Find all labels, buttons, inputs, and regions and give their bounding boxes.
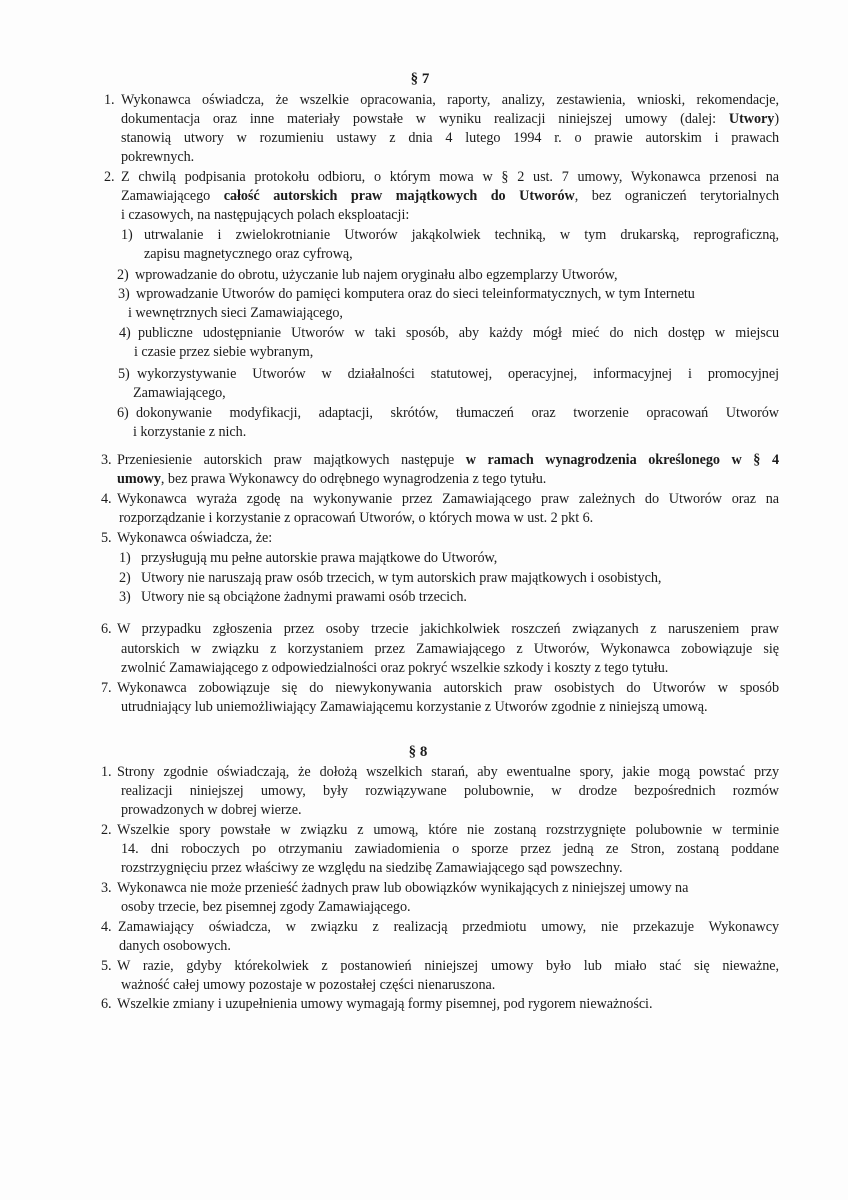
paragraph-number: 6. — [101, 621, 112, 637]
paragraph-text: osoby trzecie, bez pisemnej zgody Zamawiającego. — [121, 899, 411, 915]
paragraph-text: Wykonawca oświadcza, że: — [117, 530, 273, 546]
paragraph-text: stanowią utwory w rozumieniu ustawy z dnia 4 lutego 1994 r. o prawie autorskim i prawach — [121, 130, 779, 146]
section-7-heading: § 7 — [410, 71, 430, 87]
paragraph-number: 3. — [101, 880, 112, 896]
item-text: Utwory nie naruszają praw osób trzecich, w tym autorskich praw majątkowych i osobistych, — [141, 570, 662, 586]
item-number: 2) — [119, 570, 131, 586]
paragraph-text: autorskich w związku z korzystaniem przez Zamawiającego z Utworów, Wykonawca zobowiązuje się — [121, 641, 779, 657]
item-text: utrwalanie i zwielokrotnianie Utworów jakąkolwiek techniką, w tym drukarską, reprograficzną, — [144, 227, 779, 243]
paragraph-text: W przypadku zgłoszenia przez osoby trzecie jakichkolwiek roszczeń związanych z naruszeniem praw — [117, 621, 779, 637]
paragraph-text: Strony zgodnie oświadczają, że dołożą wszelkich starań, aby ewentualne spory, jakie mogą powstać przy — [117, 764, 779, 780]
item-number: 5) — [118, 366, 130, 382]
paragraph-text: Zamawiający oświadcza, w związku z realizacją przedmiotu umowy, nie przekazuje Wykonawcy — [118, 919, 779, 935]
item-text: wprowadzanie do obrotu, użyczanie lub najem oryginału albo egzemplarzy Utworów, — [135, 267, 618, 283]
paragraph-number: 5. — [101, 530, 112, 546]
item-text: wykorzystywanie Utworów w działalności statutowej, operacyjnej, informacyjnej i promocyjnej — [137, 366, 779, 382]
item-text: i wewnętrznych sieci Zamawiającego, — [128, 305, 343, 321]
item-text: i czasie przez siebie wybranym, — [134, 344, 314, 360]
paragraph-number: 1. — [101, 764, 112, 780]
item-number: 3) — [118, 286, 130, 302]
item-number: 1) — [119, 550, 131, 566]
paragraph-text: danych osobowych. — [119, 938, 231, 954]
paragraph-text: pokrewnych. — [121, 149, 195, 165]
item-text: dokonywanie modyfikacji, adaptacji, skrótów, tłumaczeń oraz tworzenie opracowań Utworów — [136, 405, 779, 421]
paragraph-text: i czasowych, na następujących polach eksploatacji: — [121, 207, 410, 223]
paragraph-text: Wszelkie zmiany i uzupełnienia umowy wymagają formy pisemnej, pod rygorem nieważności. — [117, 996, 653, 1012]
defined-term-utwory: Utwory — [728, 111, 775, 127]
paragraph-text: realizacji niniejszej umowy, były rozwiązywane polubownie, w drodze bezpośrednich rozmów — [121, 783, 779, 799]
paragraph-number: 7. — [101, 680, 112, 696]
paragraph-text: Wykonawca wyraża zgodę na wykonywanie przez Zamawiającego praw zależnych do Utworów oraz na — [117, 491, 779, 507]
item-text: wprowadzanie Utworów do pamięci komputera oraz do sieci teleinformatycznych, w tym Internetu — [136, 286, 695, 302]
paragraph-text: prowadzonych w dobrej wierze. — [121, 802, 302, 818]
item-number: 1) — [121, 227, 133, 243]
item-number: 3) — [119, 589, 131, 605]
paragraph-number: 6. — [101, 996, 112, 1012]
item-number: 2) — [117, 267, 129, 283]
paragraph-text: Wykonawca oświadcza, że wszelkie opracowania, raporty, analizy, zestawienia, wnioski, rekomendacje, — [121, 92, 779, 108]
paragraph-number: 4. — [101, 919, 112, 935]
section-8-heading: § 8 — [408, 744, 428, 760]
item-text: i korzystanie z nich. — [133, 424, 247, 440]
paragraph-text: W razie, gdyby którekolwiek z postanowień niniejszej umowy było lub miało stać się nieważne, — [117, 958, 779, 974]
paragraph-number: 3. — [101, 452, 112, 468]
paragraph-number: 4. — [101, 491, 112, 507]
item-number: 6) — [117, 405, 129, 421]
item-text: przysługują mu pełne autorskie prawa majątkowe do Utworów, — [141, 550, 498, 566]
paragraph-text: rozstrzygnięciu przez właściwy ze względu na siedzibę Zamawiającego sąd powszechny. — [121, 860, 623, 876]
paragraph-text: utrudniający lub uniemożliwiający Zamawiającemu korzystanie z Utworów zgodnie z niniejszą umową. — [121, 699, 708, 715]
paragraph-text: Przeniesienie autorskich praw majątkowych następuje w ramach wynagrodzenia określonego w § 4 — [117, 452, 779, 468]
paragraph-number: 1. — [104, 92, 115, 108]
item-text: publiczne udostępnianie Utworów w taki sposób, aby każdy mógł mieć do nich dostęp w miejscu — [138, 325, 779, 341]
paragraph-text: Wykonawca nie może przenieść żadnych praw lub obowiązków wynikających z niniejszej umowy na — [117, 880, 689, 896]
paragraph-number: 5. — [101, 958, 112, 974]
paragraph-number: 2. — [101, 822, 112, 838]
paragraph-text: dokumentacja oraz inne materiały powstałe w wyniku realizacji niniejszej umowy (dalej: Utwory) — [121, 111, 779, 127]
paragraph-text: ważność całej umowy pozostaje w pozostałej części nienaruszona. — [121, 977, 496, 993]
item-text: Zamawiającego, — [133, 385, 226, 401]
paragraph-text: umowy, bez prawa Wykonawcy do odrębnego wynagrodzenia z tego tytułu. — [117, 471, 547, 487]
paragraph-text: Z chwilą podpisania protokołu odbioru, o którym mowa w § 2 ust. 7 umowy, Wykonawca przenosi na — [121, 169, 779, 185]
paragraph-text: Zamawiającego całość autorskich praw majątkowych do Utworów, bez ograniczeń terytorialnych — [121, 188, 780, 204]
bold-phrase: całość autorskich praw majątkowych do Utworów — [223, 188, 575, 204]
paragraph-text: zwolnić Zamawiającego z odpowiedzialności oraz pokryć wszelkie szkody i koszty z tego tytułu. — [121, 660, 669, 676]
item-text: Utwory nie są obciążone żadnymi prawami osób trzecich. — [141, 589, 467, 605]
paragraph-number: 2. — [104, 169, 115, 185]
bold-phrase: w ramach wynagrodzenia określonego w § 4 — [465, 452, 779, 468]
bold-phrase: umowy — [117, 471, 161, 487]
paragraph-text: rozporządzanie i korzystanie z opracowań Utworów, o których mowa w ust. 2 pkt 6. — [119, 510, 594, 526]
paragraph-text: Wykonawca zobowiązuje się do niewykonywania autorskich praw osobistych do Utworów w sposób — [117, 680, 779, 696]
paragraph-text: Wszelkie spory powstałe w związku z umową, które nie zostaną rozstrzygnięte polubownie w terminie — [117, 822, 779, 838]
paragraph-text: 14. dni roboczych po otrzymaniu zawiadomienia o sporze przez jedną ze Stron, zostaną poddane — [121, 841, 779, 857]
item-text: zapisu magnetycznego oraz cyfrową, — [144, 246, 353, 262]
item-number: 4) — [119, 325, 131, 341]
